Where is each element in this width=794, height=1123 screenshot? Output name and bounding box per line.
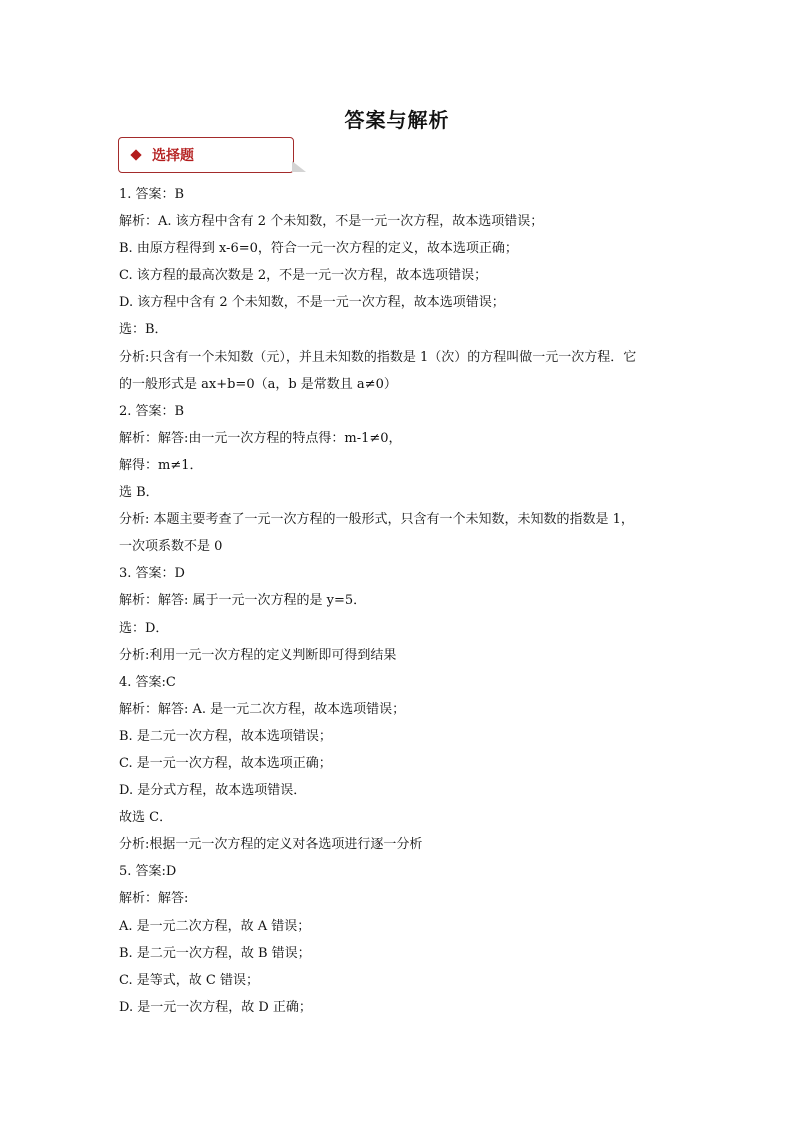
answer-body	[119, 181, 679, 1021]
text-line: 的一般形式是 ax+b=0（a，b 是常数且 a≠0）	[119, 376, 397, 392]
text-line: 1. 答案：B	[119, 187, 185, 202]
text-line: 解析：解答:由一元一次方程的特点得：m-1≠0，	[119, 430, 402, 446]
text-line: 选：D．	[119, 620, 169, 636]
text-line: 分析: 本题主要考查了一元一次方程的一般形式，只含有一个未知数，未知数的指数是 1，	[119, 512, 634, 528]
text-line: A. 是一元二次方程，故 A 错误；	[119, 918, 311, 934]
text-line: 3. 答案：D	[119, 566, 185, 582]
text-line: 解析：A. 该方程中含有 2 个未知数，不是一元一次方程，故本选项错误；	[119, 214, 544, 230]
text-line: 选：B．	[119, 322, 168, 338]
text-line: B. 是二元一次方程，故 B 错误；	[119, 945, 311, 961]
text-line: 解析：解答: 属于一元一次方程的是 y=5．	[119, 593, 367, 609]
text-line: C. 是等式，故 C 错误；	[119, 972, 259, 988]
text-line: 分析:只含有一个未知数（元），并且未知数的指数是 1（次）的方程叫做一元一次方程．它	[119, 349, 637, 365]
page-title: 答案与解析	[344, 108, 450, 132]
text-line: 一次项系数不是 0	[119, 539, 223, 555]
text-line: C. 是一元一次方程，故本选项正确；	[119, 755, 332, 771]
text-line: 分析:根据一元一次方程的定义对各选项进行逐一分析	[119, 837, 423, 853]
text-line: 解得：m≠1．	[119, 457, 203, 473]
text-line: 解析：解答: A. 是一元二次方程，故本选项错误；	[119, 701, 406, 717]
text-line: B. 是二元一次方程，故本选项错误；	[119, 728, 332, 744]
diamond-bullet-icon	[130, 149, 141, 160]
text-line: 4. 答案:C	[119, 674, 176, 690]
text-line: D. 是一元一次方程，故 D 正确；	[119, 999, 312, 1015]
text-line: 选 B．	[119, 485, 159, 501]
text-line: 2. 答案：B	[119, 403, 185, 419]
text-line: 分析:利用一元一次方程的定义判断即可得到结果	[119, 647, 397, 663]
text-line: B. 由原方程得到 x-6=0，符合一元一次方程的定义，故本选项正确；	[119, 241, 518, 257]
section-tab-shadow	[292, 161, 306, 172]
section-header-multiple-choice	[118, 137, 294, 173]
text-line: D. 该方程中含有 2 个未知数，不是一元一次方程，故本选项错误；	[119, 295, 505, 311]
section-label: 选择题	[152, 148, 194, 164]
text-line: 5. 答案:D	[119, 864, 177, 880]
text-line: D. 是分式方程，故本选项错误．	[119, 783, 307, 799]
text-line: C. 该方程的最高次数是 2，不是一元一次方程，故本选项错误；	[119, 268, 488, 284]
text-line: 故选 C．	[119, 810, 173, 826]
text-line: 解析：解答:	[119, 891, 189, 907]
